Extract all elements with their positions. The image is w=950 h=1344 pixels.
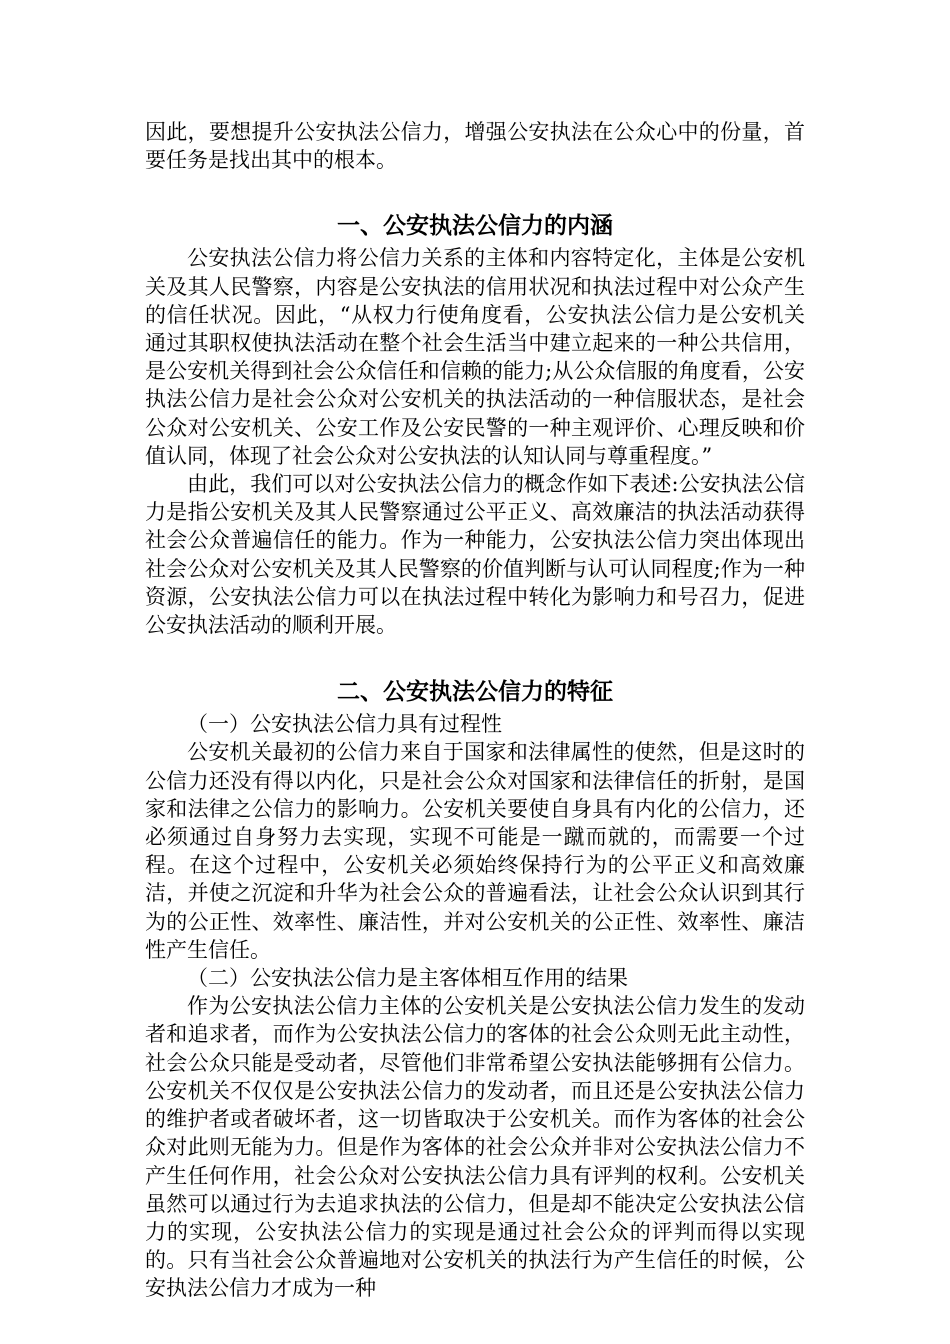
subsection-2-body: 作为公安执法公信力主体的公安机关是公安执法公信力发生的发动者和追求者，而作为公安执法公信力的客体的社会公众则无此主动性，社会公众只能是受动者，尽管他们非常希望公安执法能够拥有公信力。公安机关不仅仅是公安执法公信力的发动者，而且还是公安执法公信力的维护者或者破坏者，这一切皆取决于公安机关。而作为客体的社会公众对此则无能为力。但是作为客体的社会公众并非对公安执法公信力不产生任何作用，社会公众对公安执法公信力具有评判的权利。公安机关虽然可以通过行为去追求执法的公信力，但是却不能决定公安执法公信力的实现，公安执法公信力的实现是通过社会公众的评判而得以实现的。只有当社会公众普遍地对公安机关的执法行为产生信任的时候，公安执法公信力才成为一种 [145, 994, 805, 1301]
section-2-heading: 二、公安执法公信力的特征 [337, 679, 613, 706]
section-1 [145, 210, 805, 242]
intro-paragraph: 因此，要想提升公安执法公信力，增强公安执法在公众心中的份量，首要任务是找出其中的根本。 [145, 120, 805, 173]
subsection-1-title: （一）公安执法公信力具有过程性 [187, 712, 502, 737]
section-1-paragraph-1: 公安执法公信力将公信力关系的主体和内容特定化，主体是公安机关及其人民警察，内容是公安执法的信用状况和执法过程中对公众产生的信任状况。因此，“从权力行使角度看，公安执法公信力是公安机关通过其职权使执法活动在整个社会生活当中建立起来的一种公共信用，是公安机关得到社会公众信任和信赖的能力;从公众信服的角度看，公安执法公信力是社会公众对公安机关的执法活动的一种信服状态，是社会公众对公安机关、公安工作及公安民警的一种主观评价、心理反映和价值认同，体现了社会公众对公安执法的认知认同与尊重程度。” [145, 246, 805, 468]
subsection-2-title: （二）公安执法公信力是主客体相互作用的结果 [187, 966, 628, 991]
document-page [145, 118, 805, 1303]
section-1-heading: 一、公安执法公信力的内涵 [337, 213, 613, 240]
subsection-1-body: 公安机关最初的公信力来自于国家和法律属性的使然，但是这时的公信力还没有得以内化，只是社会公众对国家和法律信任的折射，是国家和法律之公信力的影响力。公安机关要使自身具有内化的公信力，还必须通过自身努力去实现，实现不可能是一蹴而就的，而需要一个过程。在这个过程中，公安机关必须始终保持行为的公平正义和高效廉洁，并使之沉淀和升华为社会公众的普遍看法，让社会公众认识到其行为的公正性、效率性、廉洁性，并对公安机关的公正性、效率性、廉洁性产生信任。 [145, 740, 805, 962]
section-1-paragraph-2: 由此，我们可以对公安执法公信力的概念作如下表述:公安执法公信力是指公安机关及其人民警察通过公平正义、高效廉洁的执法活动获得社会公众普遍信任的能力。作为一种能力，公安执法公信力突出体现出社会公众对公安机关及其人民警察的价值判断与认可认同程度;作为一种资源，公安执法公信力可以在执法过程中转化为影响力和号召力，促进公安执法活动的顺利开展。 [145, 472, 805, 638]
section-2 [145, 676, 805, 708]
